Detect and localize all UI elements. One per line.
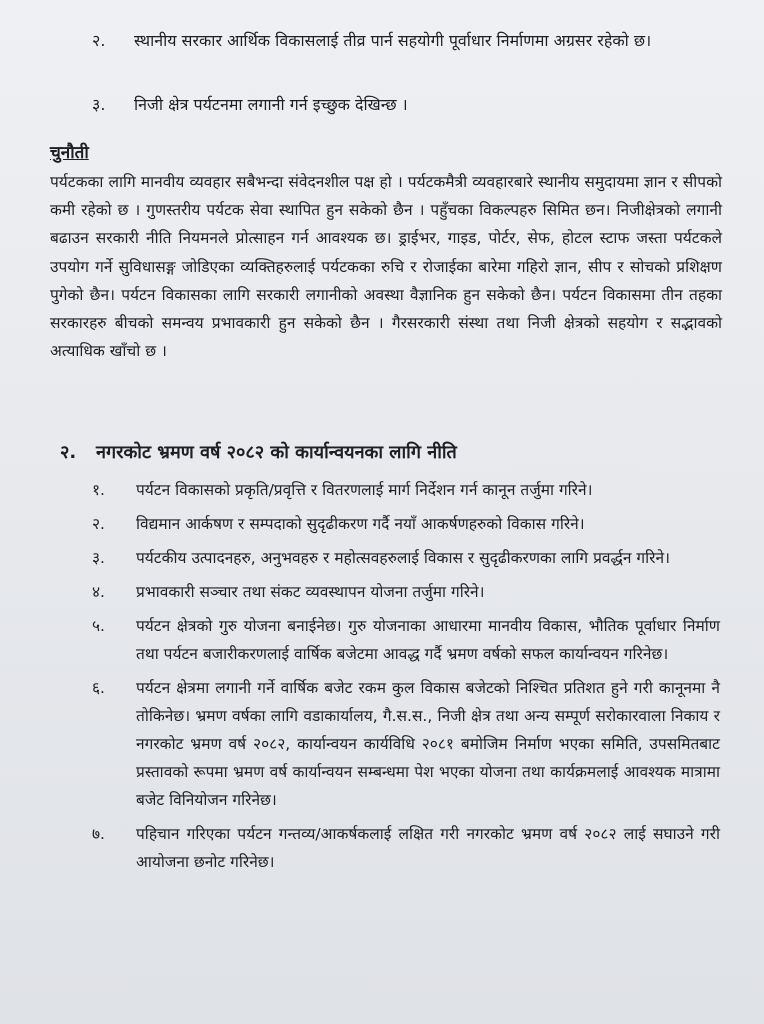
list-item — [92, 28, 722, 54]
item-text: पर्यटन विकासको प्रकृति/प्रवृत्ति र वितरणलाई मार्ग निर्देशन गर्न कानून तर्जुमा गरिने। — [136, 481, 593, 499]
item-text: पहिचान गरिएका पर्यटन गन्तव्य/आकर्षकलाई लक्षित गरी नगरकोट भ्रमण वर्ष २०८२ लाई सघाउने गरी आयोजना छनोट गरिनेछ। — [136, 825, 720, 871]
item-text: स्थानीय सरकार आर्थिक विकासलाई तीव्र पार्न सहयोगी पूर्वाधार निर्माणमा अग्रसर रहेको छ। — [134, 31, 652, 50]
list-item — [92, 820, 720, 876]
item-text: पर्यटन क्षेत्रको गुरु योजना बनाईनेछ। गुरु योजनाका आधारमा मानवीय विकास, भौतिक पूर्वाधार निर्माण तथा पर्यटन बजारीकरणलाई वार्षिक बजेटमा आवद्ध गर्दै भ्रमण वर्षको सफल कार्यान्वयन गरिनेछ। — [136, 617, 720, 663]
list-item — [92, 544, 720, 572]
section-number: २. — [60, 442, 77, 463]
item-text: विद्यमान आर्कषण र सम्पदाको सुदृढीकरण गर्दै नयाँ आकर्षणहरुको विकास गरिने। — [136, 515, 585, 533]
item-number: ४. — [92, 583, 105, 601]
item-number: २. — [92, 31, 106, 50]
item-number: १. — [92, 481, 105, 499]
list-item — [92, 510, 720, 538]
item-text: निजी क्षेत्र पर्यटनमा लगानी गर्न इच्छुक देखिन्छ । — [134, 95, 408, 114]
item-number: ३. — [92, 95, 106, 114]
challenge-paragraph: पर्यटकका लागि मानवीय व्यवहार सबैभन्दा संवेदनशील पक्ष हो । पर्यटकमैत्री व्यवहारबारे स्थानीय समुदायमा ज्ञान र सीपको कमी रहेको छ । गुणस्तरीय पर्यटक सेवा स्थापित हुन सकेको छैन । पहुँचका विकल्पहरु सिमित छन। निजीक्षेत्रको लगानी बढाउन सरकारी नीति नियमनले प्रोत्साहन गर्न आवश्यक छ। ड्राईभर, गाइड, पोर्टर, सेफ, होटल स्टाफ जस्ता पर्यटकले उपयोग गर्ने सुविधासङ्ग जोडिएका व्यक्तिहरुलाई पर्यटकका रुचि र रोजाईका बारेमा गहिरो ज्ञान, सीप र सोचको प्रशिक्षण पुगेको छैन। पर्यटन विकासका लागि सरकारी लगानीको अवस्था वैज्ञानिक हुन सकेको छैन। पर्यटन विकासमा तीन तहका सरकारहरु बीचको समन्वय प्रभावकारी हुन सकेको छैन । गैरसरकारी संस्था तथा निजी क्षेत्रको सहयोग र सद्भावको अत्याधिक खाँचो छ । — [50, 173, 722, 361]
item-number: ५. — [92, 617, 105, 635]
item-number: ३. — [92, 549, 105, 567]
item-number: ६. — [92, 679, 105, 697]
policy-list — [92, 476, 720, 882]
list-item — [92, 612, 720, 668]
list-item — [92, 674, 720, 814]
item-number: २. — [92, 515, 105, 533]
section-heading — [60, 438, 720, 468]
item-text: पर्यटन क्षेत्रमा लगानी गर्ने वार्षिक बजेट रकम कुल विकास बजेटको निश्चित प्रतिशत हुने गरी कानूनमा नै तोकिनेछ। भ्रमण वर्षका लागि वडाकार्यालय, गै.स.स., निजी क्षेत्र तथा अन्य सम्पूर्ण सरोकारवाला निकाय र नगरकोट भ्रमण वर्ष २०८२, कार्यान्वयन कार्यविधि २०८१ बमोजिम निर्माण भएका समिति, उपसमितबाट प्रस्तावको रूपमा भ्रमण वर्ष कार्यान्वयन सम्बन्धमा पेश भएका योजना तथा कार्यक्रमलाई आवश्यक मात्रामा बजेट विनियोजन गरिनेछ। — [136, 679, 720, 809]
item-text: पर्यटकीय उत्पादनहरु, अनुभवहरु र महोत्सवहरुलाई विकास र सुदृढीकरणका लागि प्रवर्द्धन गरिने। — [136, 549, 670, 567]
list-item — [92, 476, 720, 504]
section-title: नगरकोट भ्रमण वर्ष २०८२ को कार्यान्वयनका लागि नीति — [96, 442, 457, 463]
item-text: प्रभावकारी सञ्चार तथा संकट व्यवस्थापन योजना तर्जुमा गरिने। — [136, 583, 485, 601]
challenge-heading: चुनौती — [50, 143, 89, 163]
list-item — [92, 578, 720, 606]
list-item — [92, 92, 722, 118]
item-number: ७. — [92, 825, 105, 843]
